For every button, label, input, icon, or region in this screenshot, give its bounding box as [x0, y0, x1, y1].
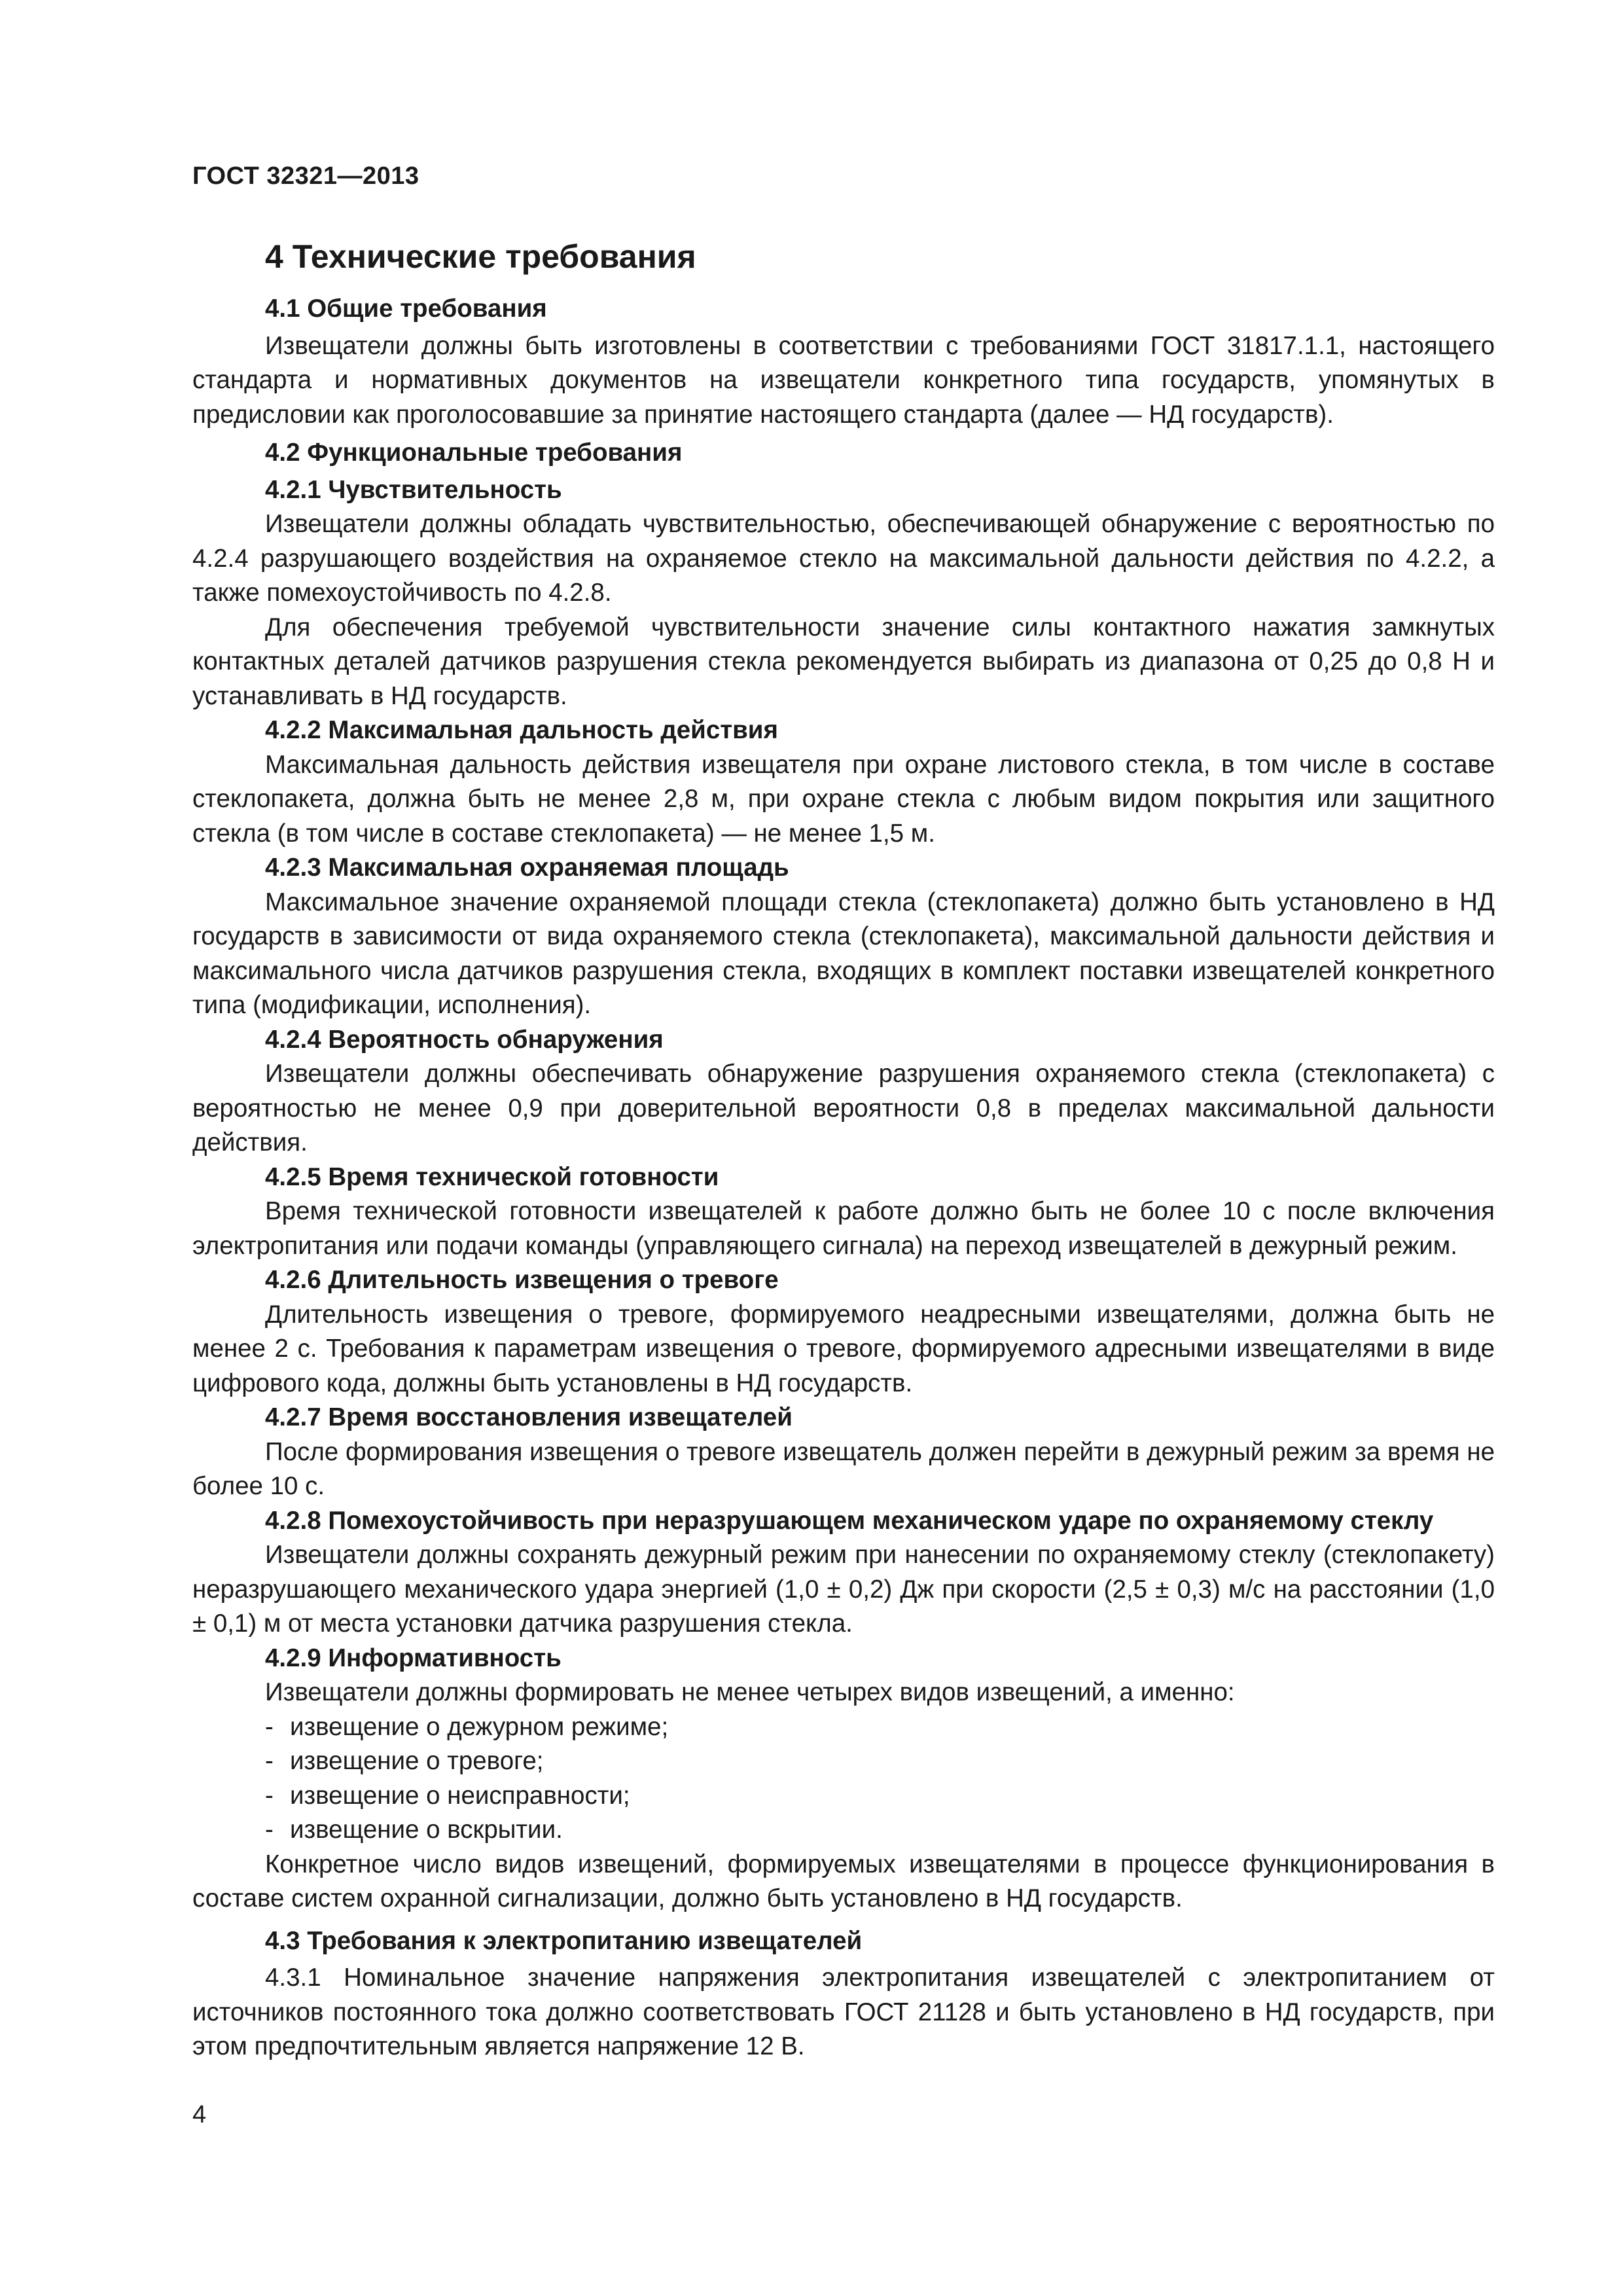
paragraph: Извещатели должны обеспечивать обнаружение разрушения охраняемого стекла (стеклопакета) с вероятностью не менее 0,9 при доверительной вероятности 0,8 в пределах максимальной дальности действия. — [192, 1060, 1495, 1157]
dash-marker: - — [265, 1747, 274, 1775]
paragraph: Время технической готовности извещателей к работе должно быть не более 10 с после включения электропитания или подачи команды (управляющего сигнала) на переход извещателей в дежурный режим. — [192, 1197, 1495, 1260]
list-item-text: извещение о дежурном режиме; — [290, 1712, 669, 1741]
paragraph: Максимальная дальность действия извещателя при охране листового стекла, в том числе в составе стеклопакета, должна быть не менее 2,8 м, при охране стекла с любым видом покрытия или защитного стекла (в том числе в составе стеклопакета) — не менее 1,5 м. — [192, 750, 1495, 848]
paragraph: Извещатели должны формировать не менее четырех видов извещений, а именно: — [265, 1678, 1235, 1706]
clause-title: 4.2.1 Чувствительность — [265, 475, 562, 504]
page-number: 4 — [192, 2101, 207, 2128]
list-item — [192, 1710, 1495, 1745]
clause-title: 4.2.3 Максимальная охраняемая площадь — [265, 853, 789, 882]
bullet-list — [192, 1710, 1495, 1848]
list-item-text: извещение о вскрытии. — [290, 1816, 563, 1844]
dash-marker: - — [265, 1781, 274, 1810]
paragraph: Извещатели должны сохранять дежурный режим при нанесении по охраняемому стеклу (стеклопакету) неразрушающего механического удара энергией (1,0 ± 0,2) Дж при скорости (2,5 ± 0,3) м/с на расстоянии (1,0 ± 0,1) м от места установки датчика разрушения стекла. — [192, 1541, 1495, 1638]
paragraph: Извещатели должны обладать чувствительностью, обеспечивающей обнаружение с вероятностью по 4.2.4 разрушающего воздействия на охраняемое стекло на максимальной дальности действия по 4.2.2, а также помехоустойчивость по 4.2.8. — [192, 510, 1495, 607]
list-item-text: извещение о неисправности; — [290, 1781, 630, 1810]
subsection-title: 4.3 Требования к электропитанию извещателей — [265, 1926, 863, 1955]
clause-title: 4.2.5 Время технической готовности — [265, 1162, 719, 1191]
list-item — [192, 1813, 1495, 1848]
paragraph: Длительность извещения о тревоге, формируемого неадресными извещателями, должна быть не менее 2 с. Требования к параметрам извещения о тревоге, формируемого адресными извещателями в виде цифрового кода, должны быть установлены в НД государств. — [192, 1300, 1495, 1397]
document-body — [192, 225, 1495, 2064]
paragraph: После формирования извещения о тревоге извещатель должен перейти в дежурный режим за время не более 10 с. — [192, 1437, 1495, 1500]
clause-title: 4.2.9 Информативность — [265, 1643, 562, 1672]
dash-marker: - — [265, 1712, 274, 1741]
clause-title: 4.2.7 Время восстановления извещателей — [265, 1403, 793, 1431]
section-title: 4 Технические требования — [265, 238, 696, 275]
list-item — [192, 1779, 1495, 1814]
dash-marker: - — [265, 1816, 274, 1844]
clause-title: 4.2.2 Максимальная дальность действия — [265, 716, 778, 744]
paragraph: Извещатели должны быть изготовлены в соответствии с требованиями ГОСТ 31817.1.1, настоящего стандарта и нормативных документов на извещатели конкретного типа государств, упомянутых в предисловии как проголосовавшие за принятие настоящего стандарта (далее — НД государств). — [192, 331, 1495, 429]
document-header: ГОСТ 32321—2013 — [192, 162, 419, 190]
paragraph: Для обеспечения требуемой чувствительности значение силы контактного нажатия замкнутых контактных деталей датчиков разрушения стекла рекомендуется выбирать из диапазона от 0,25 до 0,8 Н и устанавливать в НД государств. — [192, 613, 1495, 710]
paragraph: Максимальное значение охраняемой площади стекла (стеклопакета) должно быть установлено в НД государств в зависимости от вида охраняемого стекла (стеклопакета), максимальной дальности действия и максимального числа датчиков разрушения стекла, входящих в комплект поставки извещателей конкретного типа (модификации, исполнения). — [192, 888, 1495, 1019]
subsection-title: 4.2 Функциональные требования — [265, 439, 683, 467]
clause-title: 4.2.8 Помехоустойчивость при неразрушающем механическом ударе по охраняемому стеклу — [265, 1506, 1434, 1535]
paragraph: 4.3.1 Номинальное значение напряжения электропитания извещателей с электропитанием от источников постоянного тока должно соответствовать ГОСТ 21128 и быть установлено в НД государств, при этом предпочтительным является напряжение 12 В. — [192, 1964, 1495, 2060]
clause-title: 4.2.6 Длительность извещения о тревоге — [265, 1266, 779, 1294]
list-item-text: извещение о тревоге; — [290, 1747, 544, 1775]
paragraph: Конкретное число видов извещений, формируемых извещателями в процессе функционирования в составе систем охранной сигнализации, должно быть установлено в НД государств. — [192, 1850, 1495, 1912]
subsection-title: 4.1 Общие требования — [265, 295, 547, 323]
list-item — [192, 1744, 1495, 1779]
clause-title: 4.2.4 Вероятность обнаружения — [265, 1025, 664, 1054]
